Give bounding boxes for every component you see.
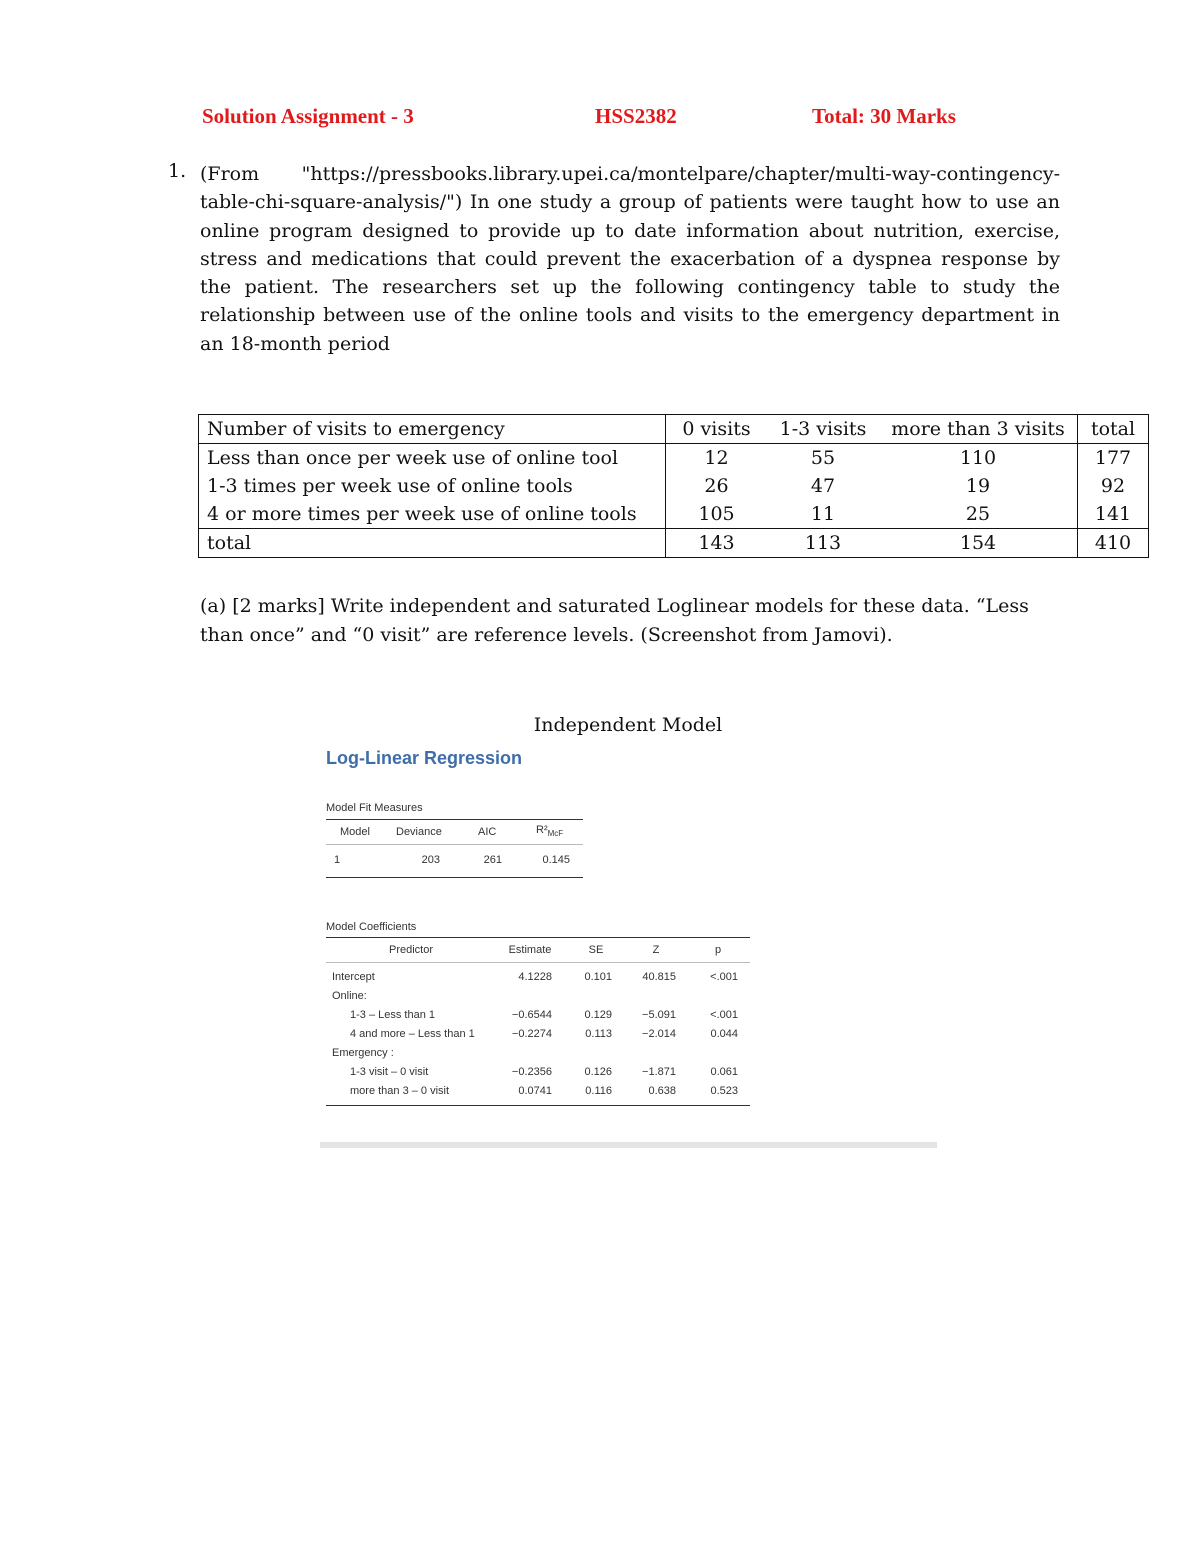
table-cell: 410 xyxy=(1078,529,1149,558)
fit-model: 1 xyxy=(334,854,341,866)
fit-header-rule xyxy=(326,844,583,845)
emergency-group-label: Emergency : xyxy=(332,1047,394,1059)
coef-z: −1.871 xyxy=(642,1066,676,1078)
row-label: Less than once per week use of online tool xyxy=(199,444,666,473)
coef-estimate: −0.2274 xyxy=(511,1028,552,1040)
coef-predictor: 1-3 visit – 0 visit xyxy=(350,1066,429,1078)
total-marks: Total: 30 Marks xyxy=(812,104,956,128)
header-cell: Number of visits to emergency xyxy=(199,415,666,444)
row-label: 1-3 times per week use of online tools xyxy=(199,472,666,500)
figure-caption: Independent Model xyxy=(533,714,723,736)
coef-z: −2.014 xyxy=(642,1028,676,1040)
fit-col-r2 xyxy=(536,824,563,838)
coef-predictor: 1-3 – Less than 1 xyxy=(350,1009,436,1021)
table-row xyxy=(199,444,1149,473)
coef-estimate: 0.0741 xyxy=(518,1085,552,1097)
table-cell: 25 xyxy=(879,500,1078,529)
table-cell: 47 xyxy=(810,475,836,497)
screenshot-scrollbar xyxy=(320,1142,937,1148)
table-cell: 110 xyxy=(879,444,1078,473)
fit-col-model: Model xyxy=(340,826,370,838)
table-row xyxy=(199,500,1149,529)
coef-p: <.001 xyxy=(710,1009,738,1021)
table-cell: 11 xyxy=(810,503,836,525)
coef-se: 0.126 xyxy=(584,1066,612,1078)
r2-subscript: McF xyxy=(547,829,564,839)
fit-col-aic: AIC xyxy=(478,826,497,838)
coef-table-top-rule xyxy=(326,937,750,938)
coef-p: 0.061 xyxy=(710,1066,738,1078)
coef-table-bottom-rule xyxy=(326,1105,750,1106)
coef-se: 0.116 xyxy=(585,1085,612,1097)
coef-se: 0.129 xyxy=(584,1009,612,1021)
table-cell: 55 xyxy=(810,447,836,469)
coef-col-predictor: Predictor xyxy=(388,944,434,956)
coef-col-z: Z xyxy=(652,944,660,956)
coef-se: 0.101 xyxy=(584,971,612,983)
coef-header-rule xyxy=(326,962,750,963)
fit-aic: 261 xyxy=(483,854,502,866)
analysis-title: Log-Linear Regression xyxy=(326,748,523,768)
table-total-row xyxy=(199,529,1149,558)
fit-table-heading: Model Fit Measures xyxy=(326,802,423,814)
fit-table-bottom-rule xyxy=(326,877,583,878)
coef-col-p: p xyxy=(714,944,722,956)
table-cell: 105 xyxy=(698,503,735,525)
coef-p: 0.523 xyxy=(710,1085,738,1097)
fit-table-top-rule xyxy=(326,819,583,820)
fit-deviance: 203 xyxy=(421,854,440,866)
coef-estimate: −0.6544 xyxy=(511,1009,552,1021)
header-cell: total xyxy=(1078,415,1149,444)
table-cell: 19 xyxy=(879,472,1078,500)
table-cell: 177 xyxy=(1078,444,1149,473)
r2-symbol: R² xyxy=(536,824,548,836)
header-cell: 1-3 visits xyxy=(767,415,879,444)
coef-col-se: SE xyxy=(588,944,604,956)
table-cell: 92 xyxy=(1078,472,1149,500)
document-header xyxy=(0,104,1200,134)
coef-predictor: Intercept xyxy=(332,971,375,983)
contingency-table xyxy=(198,414,1149,558)
coef-table-heading: Model Coefficients xyxy=(326,921,417,933)
question-number: 1. xyxy=(168,160,187,182)
coef-estimate: 4.1228 xyxy=(518,971,552,983)
coef-col-estimate: Estimate xyxy=(508,944,552,956)
coef-z: −5.091 xyxy=(642,1009,676,1021)
coef-z: 0.638 xyxy=(648,1085,676,1097)
fit-r2: 0.145 xyxy=(542,854,570,866)
coef-estimate: −0.2356 xyxy=(511,1066,552,1078)
row-label: 4 or more times per week use of online tools xyxy=(199,500,666,529)
part-a-text: (a) [2 marks] Write independent and saturated Loglinear models for these data. “Less than once” and “0 visit” are reference levels. (Screenshot from Jamovi). xyxy=(200,595,1029,646)
coef-se: 0.113 xyxy=(585,1028,612,1040)
coef-z: 40.815 xyxy=(642,971,676,983)
row-label: total xyxy=(199,529,666,558)
fit-col-deviance: Deviance xyxy=(396,826,442,838)
table-cell: 113 xyxy=(767,529,879,558)
table-cell: 12 xyxy=(704,447,729,469)
course-code: HSS2382 xyxy=(595,104,677,128)
header-cell: 0 visits xyxy=(666,415,768,444)
coef-p: <.001 xyxy=(710,971,738,983)
coef-predictor: more than 3 – 0 visit xyxy=(350,1085,450,1097)
header-cell: more than 3 visits xyxy=(879,415,1078,444)
table-cell: 143 xyxy=(666,529,768,558)
question-text: (From "https://pressbooks.library.upei.ca/montelpare/chapter/multi-way-contingency-table-chi-square-analysis/") In one study a group of patients were taught how to use an online program designed to provide up to date information about nutrition, exercise, stress and medications that could prevent the exacerbation of a dyspnea response by the patient. The researchers set up the following contingency table to study the relationship between use of the online tools and visits to the emergency department in an 18-month period xyxy=(200,163,1060,355)
table-cell: 154 xyxy=(879,529,1078,558)
table-cell: 141 xyxy=(1078,500,1149,529)
online-group-label: Online: xyxy=(332,990,367,1002)
coef-predictor: 4 and more – Less than 1 xyxy=(350,1028,475,1040)
assignment-title: Solution Assignment - 3 xyxy=(202,104,414,128)
coef-p: 0.044 xyxy=(710,1028,738,1040)
table-header-row xyxy=(199,415,1149,444)
table-row xyxy=(199,472,1149,500)
table-cell: 26 xyxy=(704,475,729,497)
